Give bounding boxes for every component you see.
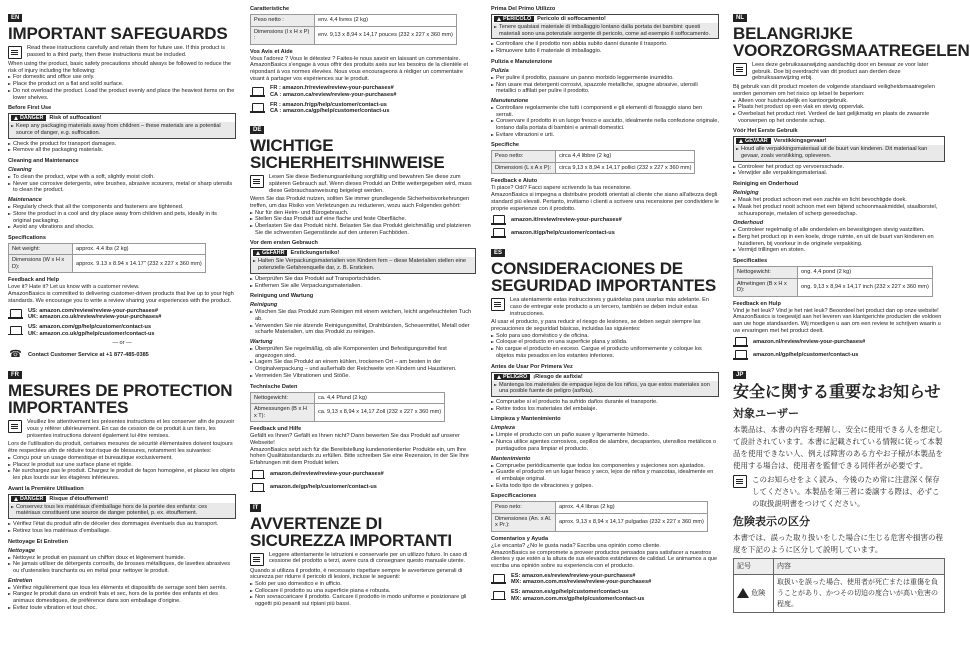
danger-box-en: DANGER Risk of suffocation! Keep any packaging materials away from children – these materials are a potential source of danger, e.g. suffocation. bbox=[8, 113, 236, 138]
review-link-nl[interactable]: amazon.nl/review/review-your-purchases# bbox=[733, 337, 945, 347]
laptop-icon bbox=[8, 326, 23, 336]
review-link-es[interactable]: ES: amazon.es/review/review-your-purchases# MX: amazon.com.mx/review/review-your-purchases# bbox=[491, 573, 719, 586]
review-link-it[interactable]: amazon.it/review/review-your-purchases# bbox=[491, 215, 719, 225]
title-nl: BELANGRIJKE VOORZORGSMAATREGELEN bbox=[733, 24, 970, 60]
column-3: Prima Del Primo Utilizzo PERICOLO Pericolo di soffocamento! Tenere qualsiasi materiale di imballaggio lontano dalla portata dei bambini: questi materiali sono una potenziale sorgente di pericolo, come ad esempio il soffocamento. Controllare che il prodotto non abbia subito danni durante il trasporto. Rimuovere tutto il materiale di imballaggio. Pulizia e Manutenzione Pulizia Per pulire il prodotto, passare un panno morbido leggermente inumidito. Non usare mai detergenti corrosivi, spazzole metalliche, spugne abrasive, utensili metallici o affilati per pulire il prodotto. Manutenzione Controllare regolarmente che tutti i componenti e gli elementi di fissaggio siano ben serrati. Conservare il prodotto in un luogo fresco e asciutto, idealmente nella confezione originale, lontano dalla portata di bambini e animali domestici. Evitare vibrazioni e urti. Specifiche Peso netto: circa 4,4 libbre (2 kg) Dimensioni (L x A x P): circa 9,13 x 8,94 x 14,17 pollici (232 x 227 x 360 mm) Feedback e Aiuto Ti piace? Odi? Facci sapere scrivendo la tua recensione. AmazonBasics si impegna a distribuire prodotti orientati al cliente che siano all'altezza degli standard più elevati. Pertanto, invitiamo i clienti a scrivere una recensione per condividere le proprie esperienze con il prodotto. amazon.it/review/review-your-purchases# amazon.it/gp/help/customer/contact-us ES CONSIDERACIONES DE SEGURIDAD IMPORTANTES Lea atentamente estas instrucciones y guárdelas para usarlas más adelante. En caso de entregar este producto a un tercero, también se deben incluir estas instrucciones. Al usar el producto, y para reducir el riesgo de lesiones, se deben seguir siempre las precauciones de seguridad básicas, incluidas las siguientes: Solo para uso doméstico y de oficina. Coloque el producto en una superficie plana y sólida. No cargue el producto en exceso. Cargue el producto uniformemente y coloque los objetos más pesados en los estantes inferiores. Antes de Usar Por Primera Vez PELIGRO ¡Riesgo de asfixia! Mantenga los materiales de empaque lejos de los niños, ya que estos materiales son una posible fuente de peligro (asfixia). Compruebe si el producto ha sufrido daños durante el transporte. Retire todos los materiales del embalaje. Limpieza y Mantenimiento Limpieza Limpie el producto con un paño suave y ligeramente húmedo. Nunca utilice agentes corrosivos, cepillos de alambre, decapantes, utensilios metálicos o puntiagudos para limpiar el producto. Mantenimiento Compruebe periódicamente que todos los componentes y sujeciones son ajustados. Guarde el producto en un lugar fresco y seco, lejos de niños y mascotas, idealmente en el embalaje original. Evita todo tipo de vibraciones y golpes. Especificaciones Peso neto: aprox. 4,4 libras (2 kg) Dimensiones (An. x Al. x Pr.): aprox. 9,13 x 8,94 x 14,17 pulgadas (232 x 227 x 360 mm) Comentarios y Ayuda ¿Le encanta? ¿No le gusta nada? Escriba una opinión como cliente. AmazonBasics se compromete a proveer productos pensados para satisfacer a nuestros clientes y que estén a la altura de sus elevados estándares de calidad. Le animamos a que escriba una opinión sobre su experiencia con el producto. ES: amazon.es/review/review-your-purchases# MX: amazon.com.mx/review/review-your-purchases# ES: amazon.es/gp/help/customer/contact-us MX: amazon.com.mx/gp/help/customer/contact-us bbox=[491, 6, 719, 602]
laptop-icon bbox=[8, 309, 23, 319]
manual-icon bbox=[733, 63, 747, 76]
review-link-fr[interactable]: FR : amazon.fr/review/review-your-purchases# CA : amazon.ca/review/review-your-purchases# bbox=[250, 85, 476, 98]
column-2: Caratteristiche Peso netto : env. 4,4 livres (2 kg) Dimensions (l x H x P) : env. 9,13 x 8,94 x 14,17 pouces (232 x 227 x 360 mm) Vos Avis et Aide Vous l'adorez ? Vous le détestez ? Faites-le nous savoir en laissant un commentaire. AmazonBasics s'engage à vous offrir des produits axés sur les besoins de la clientèle et répondant à vos normes élevées. Nous vous encourageons à rédiger un commentaire visant à partager vos expériences sur le produit. FR : amazon.fr/review/review-your-purchases# CA : amazon.ca/review/review-your-purchases# FR : amazon.fr/gp/help/customer/contact-us CA : amazon.ca/gp/help/customer/contact-us DE WICHTIGE SICHERHEITSHINWEISE Lesen Sie diese Bedienungsanleitung sorgfältig und bewahren Sie diese zum späteren Gebrauch auf. Wenn dieses Produkt an Dritte weitergegeben wird, muss diese Gebrauchsanweisung beigelegt werden. Wenn Sie das Produkt nutzen, sollten Sie immer grundlegende Sicherheitsvorkehrungen treffen, um das Risiko von Verletzungen zu reduzieren, wozu auch Folgendes gehört: Nur für den Heim- und Bürogebrauch. Stellen Sie das Produkt auf eine flache und feste Oberfläche. Überlasten Sie das Produkt nicht. Belasten Sie das Produkt gleichmäßig und platzieren Sie die schwersten Gegenstände auf den unteren Fachböden. Vor dem ersten Gebrauch GEFAHR Erstickungsrisiko! Halten Sie Verpackungsmaterialien von Kindern fern – diese Materialien stellen eine potenzielle Gefahrenquelle dar, z. B. Ersticken. Überprüfen Sie das Produkt auf Transportschäden. Entfernen Sie alle Verpackungsmaterialien. Reinigung und Wartung Reinigung Wischen Sie das Produkt zum Reinigen mit einem weichen, leicht angefeuchteten Tuch ab. Verwenden Sie nie ätzende Reinigungsmittel, Drahtbürsten, Scheuermittel, Metall oder scharfe Materialien, um das Produkt zu reinigen. Wartung Überprüfen Sie regelmäßig, ob alle Komponenten und Befestigungsmittel fest angezogen sind. Lagern Sie das Produkt an einem kühlen, trockenen Ort – am besten in der Originalverpackung – und außerhalb der Reichweite von Kindern und Haustieren. Vermeiden Sie Vibrationen und Stöße. Technische Daten Nettogewicht: ca. 4,4 Pfund (2 kg) Abmessungen (B x H x T): ca. 9,13 x 8,94 x 14,17 Zoll (232 x 227 x 360 mm) Feedback und Hilfe Gefällt es Ihnen? Gefällt es Ihnen nicht? Dann bewerten Sie das Produkt auf unserer Webseite! AmazonBasics setzt sich für die Bereitstellung kundenorientierter Produkte ein, um Ihre hohen Qualitätsstandards zu erfüllen. Bitte schreiben Sie eine Rezension, in der Sie Ihre Erfahrungen mit dem Produkt teilen. amazon.de/review/review-your-purchases# amazon.de/gp/help/customer/contact-us IT AVVERTENZE DI SICUREZZA IMPORTANTI Leggere attentamente le istruzioni e conservarle per un utilizzo futuro. In caso di cessione del prodotto a terzi, avere cura di consegnare questo manuale utente. Quando si utilizza il prodotto, è necessario rispettare sempre le avvertenze generali di sicurezza per ridurre il pericolo di lesioni, incluse le seguenti: Solo per uso domestico e in ufficio. Collocare il prodotto su una superficie piana e robusta. Non sovraccaricare il prodotto. Caricare il prodotto in modo uniforme e posizionare gli oggetti più pesanti sui ripiani più bassi. bbox=[250, 6, 476, 668]
column-1: EN IMPORTANT SAFEGUARDS Read these instructions carefully and retain them for future use. If this product is passed to a third party, then these instructions must be included. When using the product, basic safety precautions should always be followed to reduce the risk of injury including the following: For domestic and office use only. Place the product on a flat and solid surface. Do not overload the product. Load the product evenly and place the heaviest items on the lower shelves. Before First Use DANGER Risk of suffocation! Keep any packaging materials away from children – these materials are a potential source of danger, e.g. suffocation. Check the product for transport damages. Remove all the packaging materials. Cleaning and Maintenance Cleaning To clean the product, wipe with a soft, slightly moist cloth. Never use corrosive detergents, wire brushes, abrasive scourers, metal or sharp utensils to clean the product. Maintenance Regularly check that all the components and fasteners are tightened. Store the product in a cool and dry place away from children and pets, ideally in its original packaging. Avoid any vibrations and shocks. Specifications Net weight: approx. 4.4 lbs (2 kg) Dimensions (W x H x D): approx. 9.13 x 8.94 x 14.17" (232 x 227 x 360 mm) Feedback and Help Love it? Hate it? Let us know with a customer review. AmazonBasics is committed to delivering customer-driven products that live up to your high standards. We encourage you to write a review sharing your experiences with the product. US: amazon.com/review/review-your-purchases# UK: amazon.co.uk/review/review-your-purchases# US: amazon.com/gp/help/customer/contact-us UK: amazon.co.uk/gp/help/customer/contact-us — or — ☎ Contact Customer Service at +1 877-485-0385 FR MESURES DE PROTECTION IMPORTANTES Veuillez lire attentivement les présentes instructions et les conserver afin de pouvoir vous y référer ultérieurement. En cas de cession de ce produit à un tiers, les présentes instructions doivent également lui être remises. Lors de l'utilisation du produit, certaines mesures de sécurité élémentaires doivent toujours être respectées afin de réduire tout risque de blessures, notamment les suivantes: Conçu pour un usage domestique et bureautique exclusivement. Placez le produit sur une surface plane et rigide. Ne surchargez pas le produit. Chargez le produit de façon homogène, et placez les objets les plus lourds sur les étagères inférieures. Avant la Première Utilisation DANGER Risque d'étouffement! Conservez tous les matériaux d'emballage hors de la portée des enfants: ces matériaux constituent une source de danger potentiel, p. ex. étouffement. Vérifiez l'état du produit afin de déceler des dommages éventuels dus au transport. Retirez tous les matériaux d'emballage. Nettoyage Et Entretien Nettoyage Nettoyez le produit en passant un chiffon doux et légèrement humide. Ne jamais utiliser de détergents corrosifs, de brosses métalliques, de lavettes abrasives ou d'ustensiles tranchants ou en métal pour nettoyer le produit. Entretien Vérifiez régulièrement que tous les éléments et dispositifs de serrage sont bien serrés. Rangez le produit dans un endroit frais et sec, hors de la portée des enfants et des animaux domestiques, de préférence dans son emballage d'origine. Évitez toute vibration et tout choc. bbox=[8, 15, 236, 611]
laptop-icon bbox=[491, 228, 506, 238]
sub-heading: Maintenance bbox=[8, 197, 42, 204]
spec-table-nl: Nettogewicht: ong. 4,4 pond (2 kg) Afmetingen (B x H x D): ong. 9,13 x 8,94 x 14,17 inch (232 x 227 x 360 mm) bbox=[733, 266, 933, 297]
laptop-icon bbox=[491, 591, 506, 601]
spec-table-it: Peso netto: circa 4,4 libbre (2 kg) Dimensioni (L x A x P): circa 9,13 x 8,94 x 14,17 pollici (232 x 227 x 360 mm) bbox=[491, 150, 695, 174]
review-link-de[interactable]: amazon.de/review/review-your-purchases# bbox=[250, 470, 476, 480]
language-tag-de: DE bbox=[250, 126, 264, 134]
laptop-icon bbox=[250, 87, 265, 97]
warning-icon bbox=[737, 588, 749, 598]
phone-icon: ☎ bbox=[9, 349, 22, 361]
review-link-en[interactable]: US: amazon.com/review/review-your-purchases# UK: amazon.co.uk/review/review-your-purchases# bbox=[8, 308, 236, 321]
title-de: WICHTIGE SICHERHEITSHINWEISE bbox=[250, 136, 445, 173]
language-tag-es: ES bbox=[491, 249, 505, 257]
manual-icon bbox=[8, 420, 22, 433]
language-tag-nl: NL bbox=[733, 14, 747, 22]
section-heading: Feedback and Help bbox=[8, 277, 59, 284]
warning-icon bbox=[256, 251, 260, 255]
contact-link-de[interactable]: amazon.de/gp/help/customer/contact-us bbox=[250, 483, 476, 493]
manual-icon bbox=[733, 475, 747, 488]
contact-link-nl[interactable]: amazon.nl/gp/help/customer/contact-us bbox=[733, 350, 945, 360]
contact-link-es[interactable]: ES: amazon.es/gp/help/customer/contact-us MX: amazon.com.mx/gp/help/customer/contact-us bbox=[491, 589, 719, 602]
language-tag-fr: FR bbox=[8, 371, 22, 379]
spec-table-fr: Peso netto : env. 4,4 livres (2 kg) Dimensions (l x H x P) : env. 9,13 x 8,94 x 14,17 pouces (232 x 227 x 360 mm) bbox=[250, 14, 457, 45]
laptop-icon bbox=[733, 337, 748, 347]
danger-box-nl: GEVAAR Verstikkingsgevaar! Houd alle verpakkingsmateriaal uit de buurt van kinderen. Dit materiaal kan gevaar, zoals verstikking, opleveren. bbox=[733, 136, 945, 161]
spec-table-de: Nettogewicht: ca. 4,4 Pfund (2 kg) Abmessungen (B x H x T): ca. 9,13 x 8,94 x 14,17 Zoll (232 x 227 x 360 mm) bbox=[250, 392, 445, 423]
manual-icon bbox=[491, 298, 505, 311]
contact-link-fr[interactable]: FR : amazon.fr/gp/help/customer/contact-us CA : amazon.ca/gp/help/customer/contact-us bbox=[250, 102, 476, 115]
title-it: AVVERTENZE DI SICUREZZA IMPORTANTI bbox=[250, 513, 452, 550]
danger-box-de: GEFAHR Erstickungsrisiko! Halten Sie Verpackungsmaterialien von Kindern fern – diese Materialien stellen eine potenzielle Gefahrenquelle dar, z. B. Ersticken. bbox=[250, 248, 476, 273]
bullets-en: For domestic and office use only. Place the product on a flat and solid surface. Do not overload the product. Load the product evenly and place the heaviest items on the lower shelves. bbox=[8, 74, 236, 101]
manual-icon bbox=[250, 553, 264, 566]
danger-box-fr: DANGER Risque d'étouffement! Conservez tous les matériaux d'emballage hors de la portée des enfants: ces matériaux constituent une source de danger potentiel, p. ex. étouffement. bbox=[8, 494, 236, 519]
warning-icon bbox=[497, 375, 501, 379]
laptop-icon bbox=[250, 470, 265, 480]
section-heading: Specifications bbox=[8, 234, 46, 241]
phone-contact-en[interactable]: ☎ Contact Customer Service at +1 877-485-0385 bbox=[9, 349, 149, 361]
laptop-icon bbox=[250, 483, 265, 493]
danger-tag: DANGER bbox=[11, 115, 46, 121]
danger-box-it: PERICOLO Pericolo di soffocamento! Tenere qualsiasi materiale di imballaggio lontano dalla portata dei bambini: questi materiali sono una potenziale sorgente di pericolo, come ad esempio il soffocamento. bbox=[491, 14, 719, 39]
section-heading: Cleaning and Maintenance bbox=[8, 158, 79, 165]
laptop-icon bbox=[733, 350, 748, 360]
lead-en: When using the product, basic safety precautions should always be followed to reduce the risk of injury including the following: bbox=[8, 61, 231, 74]
title-fr: MESURES DE PROTECTION IMPORTANTES bbox=[8, 381, 233, 418]
laptop-icon bbox=[491, 215, 506, 225]
warning-icon bbox=[739, 139, 743, 143]
title-es: CONSIDERACIONES DE SEGURIDAD IMPORTANTES bbox=[491, 259, 716, 296]
language-tag-en: EN bbox=[8, 14, 22, 22]
warning-icon bbox=[497, 17, 501, 21]
intro-en: Read these instructions carefully and retain them for future use. If this product is passed to a third party, then these instructions must be included. bbox=[8, 45, 236, 59]
sub-heading: Cleaning bbox=[8, 167, 32, 174]
contact-link-it[interactable]: amazon.it/gp/help/customer/contact-us bbox=[491, 228, 719, 238]
warning-icon bbox=[14, 116, 18, 120]
target-users-heading: 対象ユーザー bbox=[733, 407, 799, 421]
hazard-table-jp: 記号 内容 危険 取扱いを誤った場合、使用者が死亡または重傷を負うことがあり、かつその切迫の度合いが高い危害の程度。 bbox=[733, 558, 945, 613]
hazard-class-heading: 危険表示の区分 bbox=[733, 515, 810, 529]
contact-link-en[interactable]: US: amazon.com/gp/help/customer/contact-us UK: amazon.co.uk/gp/help/customer/contact-us bbox=[8, 324, 236, 337]
section-heading: Before First Use bbox=[8, 105, 52, 112]
spec-table-en: Net weight: approx. 4.4 lbs (2 kg) Dimensions (W x H x D): approx. 9.13 x 8.94 x 14.17" (232 x 227 x 360 mm) bbox=[8, 243, 206, 274]
manual-icon bbox=[8, 46, 22, 59]
spec-table-es: Peso neto: aprox. 4,4 libras (2 kg) Dimensiones (An. x Al. x Pr.): aprox. 9,13 x 8,94 x 14,17 pulgadas (232 x 227 x 360 mm) bbox=[491, 501, 708, 532]
language-tag-jp: JP bbox=[733, 371, 746, 379]
language-tag-it: IT bbox=[250, 504, 261, 512]
title-en: IMPORTANT SAFEGUARDS bbox=[8, 24, 228, 43]
laptop-icon bbox=[491, 574, 506, 584]
warning-icon bbox=[14, 497, 18, 501]
manual-icon bbox=[250, 175, 264, 188]
column-4: NL BELANGRIJKE VOORZORGSMAATREGELEN Lees deze gebruiksaanwijzing aandachtig door en bewaar ze voor later gebruik. Doe bij overdracht van dit product aan derden deze gebruiksaanwijzing erbij. Bij gebruik van dit product moeten de volgende standaard veiligheidsmaatregelen worden genomen om het risico op letsel te beperken: Alleen voor huishoudelijk en kantoorgebruik. Plaats het product op een vlak en stevig oppervlak. Overbelast het product niet. Verdeel de last gelijkmatig en plaats de zwaarste voorwerpen op het onderste schap. Vóór Het Eerste Gebruik GEVAAR Verstikkingsgevaar! Houd alle verpakkingsmateriaal uit de buurt van kinderen. Dit materiaal kan gevaar, zoals verstikking, opleveren. Controleer het product op vervoersschade. Verwijder alle verpakkingsmateriaal. Reiniging en Onderhoud Reiniging Maak het product schoon met een zachte en licht bevochtigde doek. Maak het product nooit schoon met een bijtend schoonmaakmiddel, staalborstel, schuursponsje, metalen of scherp gereedschap. Onderhoud Controleer regelmatig of alle onderdelen en bevestigingen stevig vastzitten. Berg het product op in een koele, droge ruimte, en uit de buurt van kinderen en huisdieren, bij voorkeur in de originele verpakking. Vermijd trillingen en stoten. Specificaties Nettogewicht: ong. 4,4 pond (2 kg) Afmetingen (B x H x D): ong. 9,13 x 8,94 x 14,17 inch (232 x 227 x 360 mm) Feedback en Hulp Vind je het leuk? Vind je het niet leuk? Beoordeel het product dan op onze website! AmazonBasics is toegewijd aan het leveren van klantgerichte producten die voldoen aan uw hoge standaarden. Wij moedigen u aan om een review te schrijven waarin u uw ervaringen met het product deelt. amazon.nl/review/review-your-purchases# amazon.nl/gp/help/customer/contact-us JP 安全に関する重要なお知らせ 対象ユーザー 本製品は、本書の内容を理解し、安全に使用できる人を想定して設計されています。本書に記載されている情報に従って本製品を使用できない人、例えば障害のある方やお子様が本製品を使用する場合は、使用者を監督できる同伴者が必要です。 このお知らせをよく読み、今後のため常に注意深く保存してください。本製品を第三者に委譲する際は、必ずこの取扱説明書をつけてください。 危険表示の区分 本書では、誤った取り扱いをした場合に生じる危害や損害の程度を下記のように区分して説明しています。 記号 内容 危険 取扱いを誤った場合、使用者が死亡または重傷を負うことがあり、かつその切迫の度合いが高い危害の程度。 bbox=[733, 6, 945, 668]
danger-box-es: PELIGRO ¡Riesgo de asfixia! Mantenga los materiales de empaque lejos de los niños, ya que estos materiales son una posible fuente de peligro (asfixia). bbox=[491, 372, 719, 397]
title-jp: 安全に関する重要なお知らせ bbox=[733, 382, 941, 402]
laptop-icon bbox=[250, 103, 265, 113]
